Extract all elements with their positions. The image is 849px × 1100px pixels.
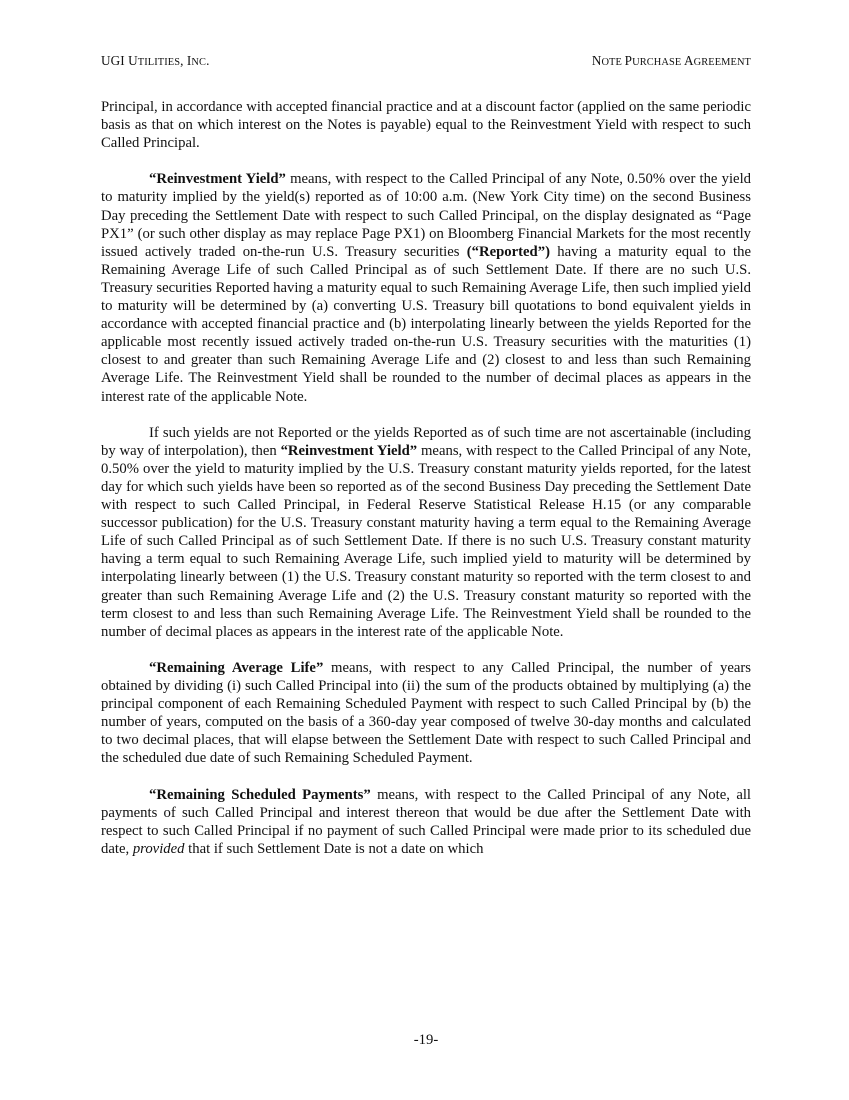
defined-term: (“Reported”)	[466, 243, 550, 260]
body-paragraph	[101, 786, 751, 858]
body-paragraph	[101, 424, 751, 641]
emphasis-text: provided	[132, 840, 185, 857]
paragraph-text: Principal, in accordance with accepted financial practice and at a discount factor (applied on the same periodic basis as that on which interest on the Notes is payable) equal to the Reinvestment Yield with respect to such Called Principal.	[101, 99, 751, 152]
defined-term: “Reinvestment Yield”	[149, 171, 286, 188]
header-left-part: NC	[191, 57, 207, 68]
defined-term: “Reinvestment Yield”	[280, 442, 418, 459]
body-paragraph	[101, 659, 751, 768]
header-right-part: URCHASE	[632, 57, 684, 68]
header-right-part: N	[591, 53, 602, 68]
header-left-part: TILITIES	[137, 57, 181, 68]
header-company-name	[101, 52, 209, 72]
paragraph-text: having a maturity equal to the Remaining Average Life of such Called Principal as of such Settlement Date. If there are no such U.S. Treasury securities Reported having a maturity equal to such Remaining Average Life, then such implied yield to maturity will be determined by (a) converting U.S. Treasury bill quotations to bond equivalent yields in accordance with accepted financial practice and (b) interpolating linearly between the yields Reported for the applicable most recently issued actively traded on-the-run U.S. Treasury securities with the maturities (1) closest to and greater than such Remaining Average Life and (2) closest to and less than such Remaining Average Life. The Reinvestment Yield shall be rounded to the number of decimal places as appears in the interest rate of the applicable Note.	[101, 243, 751, 405]
paragraph-text: means, with respect to the Called Principal of any Note, all payments of such Called Principal and interest thereon that would be due after the Settlement Date with respect to such Called Principal if no payment of such Called Principal were made prior to its scheduled due date,	[101, 786, 751, 857]
header-right-part: P	[624, 53, 633, 68]
paragraph-text: means, with respect to any Called Principal, the number of years obtained by dividing (i) such Called Principal into (ii) the sum of the products obtained by multiplying (a) the principal component of each Remaining Scheduled Payment with respect to such Called Principal by (b) the number of years, computed on the basis of a 360-day year composed of twelve 30-day months and calculated to two decimal places, that will elapse between the Settlement Date with respect to such Called Principal and the scheduled due date of such Remaining Scheduled Payment.	[101, 659, 751, 767]
defined-term: “Remaining Average Life”	[149, 659, 324, 676]
header-right-part: A	[684, 53, 694, 68]
body-paragraph	[101, 98, 751, 152]
page-number: -19-	[413, 1032, 439, 1048]
body-paragraph	[101, 170, 751, 405]
header-right-part: GREEMENT	[693, 57, 751, 68]
paragraph-text: that if such Settlement Date is not a date on which	[184, 840, 484, 857]
header-left-part: , I	[180, 53, 192, 68]
defined-term: “Remaining Scheduled Payments”	[149, 786, 371, 803]
paragraph-text: means, with respect to the Called Principal of any Note, 0.50% over the yield to maturity implied by the yield(s) reported as of 10:00 a.m. (New York City time) on the second Business Day preceding the Settlement Date with respect to such Called Principal, on the display designated as “Page PX1” (or such other display as may replace Page PX1) on Bloomberg Financial Markets for the most recently issued actively traded on-the-run U.S. Treasury securities	[101, 171, 751, 260]
header-right-part: OTE	[601, 57, 625, 68]
page-header	[101, 52, 751, 70]
document-page	[101, 0, 751, 1100]
header-left-part: .	[206, 53, 210, 68]
paragraph-text: means, with respect to the Called Principal of any Note, 0.50% over the yield to maturity implied by the U.S. Treasury constant maturity yields reported, for the latest day for which such yields have been so reported as of the second Business Day preceding the Settlement Date with respect to such Called Principal, in Federal Reserve Statistical Release H.15 (or any comparable successor publication) for the U.S. Treasury constant maturity having a term equal to the Remaining Average Life of such Called Principal as of such Settlement Date. If there is no such U.S. Treasury constant maturity having a term equal to such Remaining Average Life, such implied yield to maturity will be determined by interpolating linearly between (1) the U.S. Treasury constant maturity so reported with the term closest to and greater than such Remaining Average Life and (2) the U.S. Treasury constant maturity so reported with the term closest to and less than such Remaining Average Life. The Reinvestment Yield shall be rounded to the number of decimal places as appears in the interest rate of the applicable Note.	[101, 442, 752, 640]
paragraph-text: If such yields are not Reported or the yields Reported as of such time are not ascertainable (including by way of interpolation), then	[101, 424, 751, 459]
header-left-part: UGI U	[101, 53, 138, 68]
document-body	[101, 98, 751, 876]
header-document-title	[592, 52, 751, 72]
